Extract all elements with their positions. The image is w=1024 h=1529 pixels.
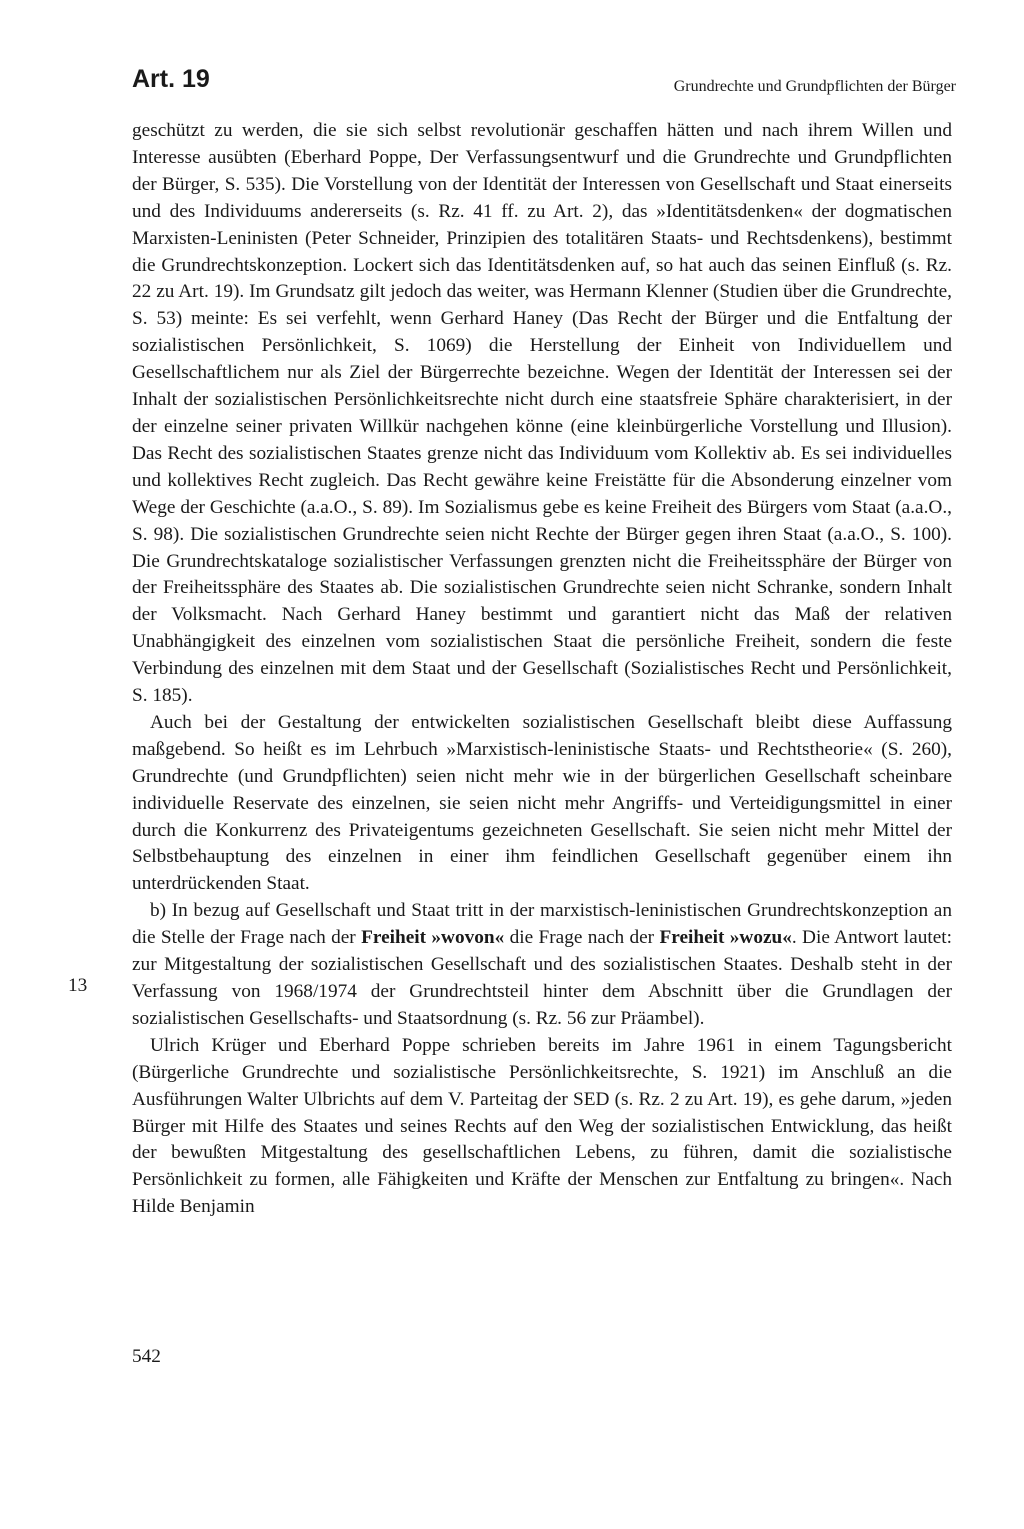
paragraph: Ulrich Krüger und Eberhard Poppe schrieben bereits im Jahre 1961 in einem Tagungsbericht (Bürgerliche Grundrechte und sozialistische Persönlichkeitsrechte, S. 1921) im Anschluß an die Ausführungen Walter Ulbrichts auf dem V. Parteitag der SED (s. Rz. 2 zu Art. 19), es gehe darum, »jeden Bürger mit Hilfe des Staates und seines Rechts auf den Weg der sozialistischen Entwicklung, das heißt der bewußten Mitgestaltung des gesellschaftlichen Lebens, zu führen, damit die sozialistische Persönlichkeit zu formen, alle Fähigkeiten und Kräfte der Menschen zur Entfaltung zu bringen«. Nach Hilde Benjamin [132,1034,952,1218]
paragraph: Auch bei der Gestaltung der entwickelten sozialistischen Gesellschaft bleibt diese Auffassung maßgebend. So heißt es im Lehrbuch »Marxistisch-leninistische Staats- und Rechtstheorie« (S. 260), Grundrechte (und Grundpflichten) seien nicht mehr wie in der bürgerlichen Gesellschaft scheinbare individuelle Reservate des einzelnen, sie seien nicht mehr Angriffs- und Verteidigungsmittel in einer durch die Konkurrenz des Privateigentums gezeichneten Gesellschaft. Sie seien nicht mehr Mittel der Selbstbehauptung des einzelnen in einer ihm feindlichen Gesellschaft gegenüber einem ihn unterdrückenden Staat. [132,711,952,895]
paragraph: geschützt zu werden, die sie sich selbst revolutionär geschaffen hätten und nach ihrem Willen und Interesse ausübten (Eberhard Poppe, Der Verfassungsentwurf und die Grundrechte und Grundpflichten der Bürger, S. 535). Die Vorstellung von der Identität der Interessen von Gesellschaft und Staat einerseits und des Individuums andererseits (s. Rz. 41 ff. zu Art. 2), das »Identitätsdenken« der dogmatischen Marxisten-Leninisten (Peter Schneider, Prinzipien des totalitären Staats- und Rechtsdenkens), bestimmt die Grundrechtskonzeption. Lockert sich das Identitätsdenken auf, so hat auch das seinen Einfluß (s. Rz. 22 zu Art. 19). Im Grundsatz gilt jedoch das weiter, was Hermann Klenner (Studien über die Grundrechte, S. 53) meinte: Es sei verfehlt, wenn Gerhard Haney (Das Recht der Bürger und die Entfaltung der sozialistischen Persönlichkeit, S. 1069) die Herstellung der Einheit von Individuellem und Gesellschaftlichem nur als Ziel der Bürgerrechte bezeichne. Wegen der Identität der Interessen sei der Inhalt der sozialistischen Persönlichkeitsrechte nicht durch eine staatsfreie Sphäre charakterisiert, in der der einzelne seiner privaten Willkür nachgehen könne (eine kleinbürgerliche Vorstellung und Illusion). Das Recht des sozialistischen Staates grenze nicht das Individuum vom Kollektiv ab. Es sei individuelles und kollektives Recht zugleich. Das Recht gewähre keine Freistätte für die Absonderung einzelner vom Wege der Geschichte (a.a.O., S. 89). Im Sozialismus gebe es keine Freiheit des Bürgers vom Staat (a.a.O., S. 98). Die sozialistischen Grundrechte seien nicht Rechte der Bürger gegen ihren Staat (a.a.O., S. 100). Die Grundrechtskataloge sozialistischer Verfassungen grenzten nicht die Freiheitssphäre der Bürger von der Freiheitssphäre des Staates ab. Die sozialistischen Grundrechte seien nicht Schranke, sondern Inhalt der Volksmacht. Nach Gerhard Haney bestimmt und garantiert nicht das Maß der relativen Unabhängigkeit des einzelnen vom sozialistischen Staat die persönliche Freiheit, sondern die feste Verbindung des einzelnen mit dem Staat und der Gesellschaft (Sozialistisches Recht und Persönlichkeit, S. 185). [132,120,952,707]
text-run: . Die Antwort lautet: zur Mitgestaltung der sozialistischen Gesellschaft und des sozialistischen Staates. Deshalb steht in der Verfassung von 1968/1974 der Grundrechtsteil hinter dem Abschnitt über die Grundlagen der sozialistischen Gesellschafts- und Staatsordnung (s. Rz. 56 zur Präambel). [132,927,952,1029]
article-heading: Art. 19 [132,65,210,93]
text-run: b) In bezug auf Gesellschaft und Staat tritt in der marxistisch-leninistischen Grundrechtskonzeption an die Stelle der Frage nach der [132,900,952,949]
paragraph [132,898,952,1033]
running-header: Grundrechte und Grundpflichten der Bürger [673,78,956,95]
text-run: die Frage nach der [504,927,660,949]
bold-term: Freiheit »wozu« [659,927,792,949]
margin-number: 13 [68,975,88,996]
page-number: 542 [132,1346,161,1367]
body-text [132,118,952,1221]
bold-term: Freiheit »wovon« [361,927,505,949]
